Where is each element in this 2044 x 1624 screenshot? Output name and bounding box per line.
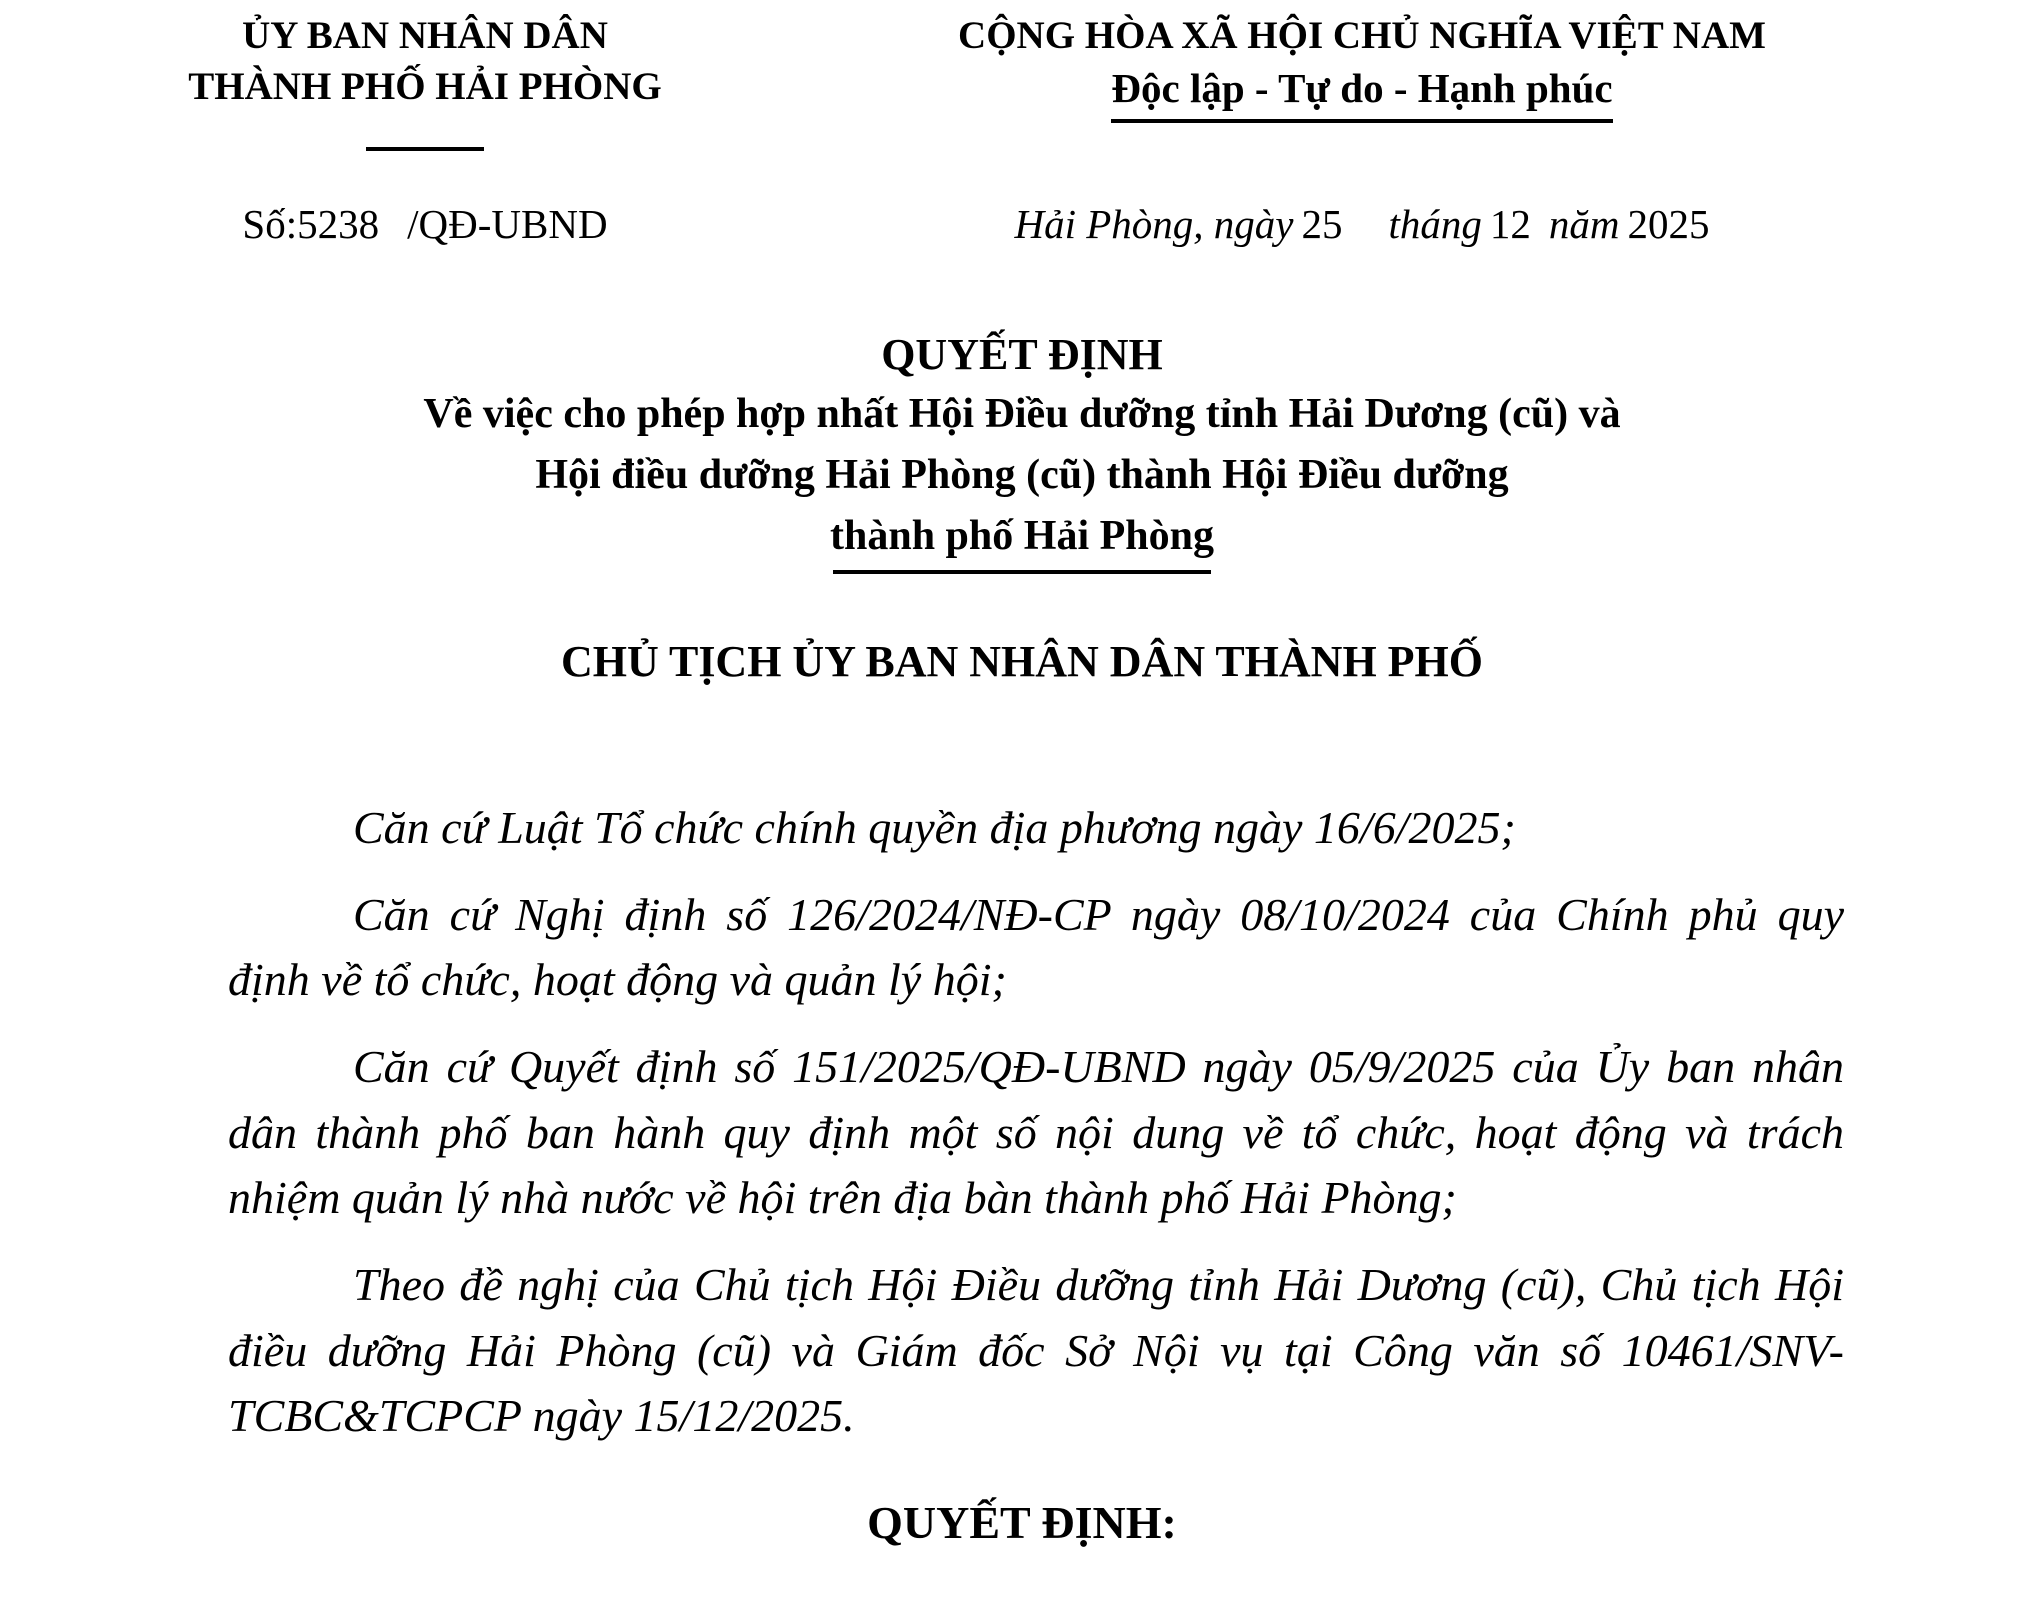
title-block bbox=[0, 326, 2044, 573]
citation-paragraph-3: Căn cứ Quyết định số 151/2025/QĐ-UBND ngày 05/9/2025 của Ủy ban nhân dân thành phố ban hành quy định một số nội dung về tổ chức, hoạt động và trách nhiệm quản lý nhà nước về hội trên địa bàn thành phố Hải Phòng; bbox=[228, 1041, 1844, 1224]
legal-basis-section bbox=[228, 795, 1844, 1449]
issuing-authority-block bbox=[0, 10, 850, 164]
title-divider bbox=[833, 570, 1211, 574]
document-number-value: 5238 bbox=[297, 201, 380, 248]
issuing-authority-divider bbox=[366, 147, 484, 151]
document-header bbox=[0, 10, 2044, 164]
year-label: năm bbox=[1548, 201, 1620, 248]
citation-paragraph-2: Căn cứ Nghị định số 126/2024/NĐ-CP ngày 08/10/2024 của Chính phủ quy định về tổ chức, hoạt động và quản lý hội; bbox=[228, 888, 1844, 1006]
place-label: Hải Phòng, ngày bbox=[1014, 201, 1294, 248]
issuing-authority-line2: THÀNH PHỐ HẢI PHÒNG bbox=[188, 65, 662, 109]
document-number-suffix: /QĐ-UBND bbox=[407, 201, 608, 248]
proposal-paragraph: Theo đề nghị của Chủ tịch Hội Điều dưỡng tỉnh Hải Dương (cũ), Chủ tịch Hội điều dưỡng Hải Phòng (cũ) và Giám đốc Sở Nội vụ tại Công văn số 10461/SNV-TCBC&TCPCP ngày 15/12/2025. bbox=[228, 1259, 1844, 1442]
subject-line-3: thành phố Hải Phòng bbox=[830, 513, 1214, 560]
citation-paragraph-1: Căn cứ Luật Tổ chức chính quyền địa phương ngày 16/6/2025; bbox=[353, 801, 1516, 853]
year-value: 2025 bbox=[1627, 201, 1710, 248]
national-motto-line: Độc lập - Tự do - Hạnh phúc bbox=[1111, 61, 1612, 122]
closing-heading: QUYẾT ĐỊNH: bbox=[867, 1497, 1177, 1549]
document-number-line bbox=[0, 200, 850, 248]
issuing-authority-line1: ỦY BAN NHÂN DÂN bbox=[242, 14, 608, 57]
day-value: 25 bbox=[1301, 201, 1343, 248]
authority-heading: CHỦ TỊCH ỦY BAN NHÂN DÂN THÀNH PHỐ bbox=[560, 636, 1484, 686]
month-label: tháng bbox=[1388, 201, 1482, 248]
subject-line-1: Về việc cho phép hợp nhất Hội Điều dưỡng tỉnh Hải Dương (cũ) và bbox=[423, 390, 1621, 437]
document-number-label: Số: bbox=[242, 201, 298, 248]
document-meta-row bbox=[0, 200, 2044, 248]
national-header-block bbox=[850, 10, 2044, 164]
subject-line-2: Hội điều dưỡng Hải Phòng (cũ) thành Hội Điều dưỡng bbox=[535, 451, 1509, 498]
national-name-line: CỘNG HÒA XÃ HỘI CHỦ NGHĨA VIỆT NAM bbox=[958, 14, 1766, 57]
place-date-line bbox=[850, 200, 2044, 248]
decision-heading: QUYẾT ĐỊNH bbox=[881, 330, 1163, 380]
month-value: 12 bbox=[1489, 201, 1531, 248]
